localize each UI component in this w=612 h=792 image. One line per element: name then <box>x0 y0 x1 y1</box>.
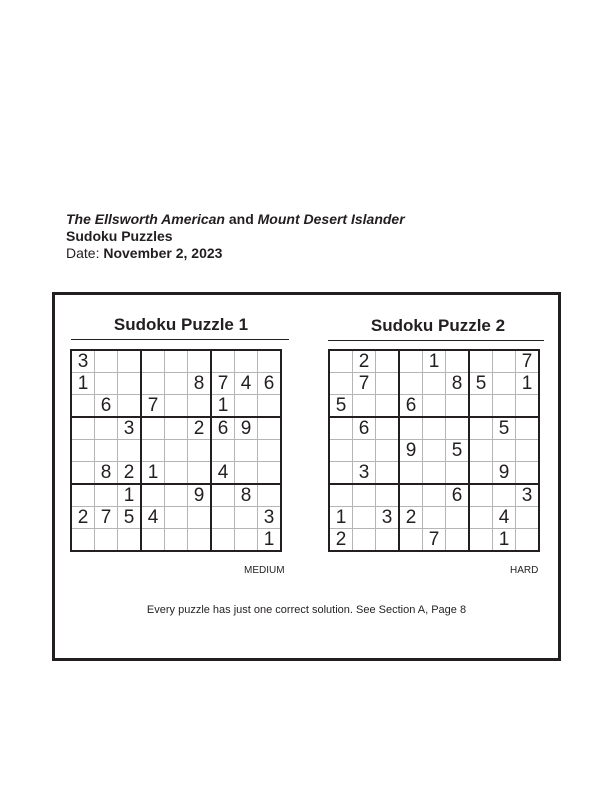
grid-row <box>71 350 281 373</box>
grid-cell <box>258 462 282 485</box>
grid-cell <box>211 484 235 507</box>
grid-cell <box>399 484 423 507</box>
grid-cell <box>423 484 446 507</box>
grid-cell <box>95 529 118 552</box>
grid-cell <box>258 350 282 373</box>
grid-row <box>329 507 539 529</box>
grid-cell <box>376 440 400 462</box>
grid-cell <box>469 350 493 373</box>
sudoku-grid-2 <box>328 349 540 552</box>
grid-cell: 3 <box>118 417 142 440</box>
grid-cell <box>71 395 95 418</box>
grid-cell <box>329 350 353 373</box>
grid-cell: 2 <box>329 529 353 552</box>
publication-line <box>66 211 405 228</box>
grid-cell: 3 <box>516 484 540 507</box>
grid-cell <box>493 350 516 373</box>
grid-cell <box>211 350 235 373</box>
grid-cell: 7 <box>423 529 446 552</box>
grid-cell: 3 <box>258 507 282 529</box>
grid-cell <box>376 373 400 395</box>
grid-cell <box>329 440 353 462</box>
grid-cell <box>469 417 493 440</box>
grid-cell <box>95 417 118 440</box>
grid-cell: 3 <box>71 350 95 373</box>
grid-cell: 1 <box>329 507 353 529</box>
grid-cell <box>258 440 282 462</box>
grid-cell: 8 <box>235 484 258 507</box>
grid-cell: 2 <box>353 350 376 373</box>
grid-cell <box>118 395 142 418</box>
grid-cell <box>469 440 493 462</box>
grid-cell <box>493 395 516 418</box>
grid-cell <box>141 529 165 552</box>
grid-row <box>71 484 281 507</box>
grid-cell <box>399 350 423 373</box>
grid-cell <box>329 484 353 507</box>
grid-cell: 5 <box>493 417 516 440</box>
grid-cell <box>258 417 282 440</box>
publication-header <box>66 211 405 262</box>
grid-row <box>71 462 281 485</box>
grid-row <box>71 395 281 418</box>
grid-cell <box>376 417 400 440</box>
grid-cell: 1 <box>516 373 540 395</box>
publication-conjunction: and <box>228 211 254 227</box>
grid-cell: 2 <box>399 507 423 529</box>
grid-cell <box>165 417 188 440</box>
grid-cell <box>329 462 353 485</box>
grid-cell <box>165 462 188 485</box>
grid-cell <box>165 350 188 373</box>
grid-row <box>329 484 539 507</box>
grid-cell <box>446 395 470 418</box>
grid-row <box>329 395 539 418</box>
date-line <box>66 245 405 262</box>
grid-cell <box>446 462 470 485</box>
date-value: November 2, 2023 <box>103 245 223 261</box>
grid-cell <box>329 373 353 395</box>
grid-cell: 4 <box>493 507 516 529</box>
grid-cell: 1 <box>71 373 95 395</box>
grid-cell: 8 <box>188 373 212 395</box>
grid-row <box>71 507 281 529</box>
grid-row <box>71 440 281 462</box>
grid-row <box>71 373 281 395</box>
grid-cell: 4 <box>141 507 165 529</box>
grid-cell <box>399 417 423 440</box>
grid-cell <box>141 417 165 440</box>
grid-cell <box>71 462 95 485</box>
grid-cell: 7 <box>141 395 165 418</box>
grid-row <box>329 373 539 395</box>
grid-cell <box>446 507 470 529</box>
grid-cell <box>71 417 95 440</box>
grid-cell <box>376 529 400 552</box>
grid-cell <box>446 350 470 373</box>
grid-cell <box>235 440 258 462</box>
grid-cell <box>399 373 423 395</box>
grid-cell <box>141 373 165 395</box>
grid-cell: 9 <box>188 484 212 507</box>
grid-cell <box>118 373 142 395</box>
grid-cell <box>376 395 400 418</box>
grid-cell <box>118 440 142 462</box>
grid-cell <box>353 507 376 529</box>
grid-cell <box>469 395 493 418</box>
grid-cell <box>493 484 516 507</box>
grid-cell: 1 <box>423 350 446 373</box>
grid-cell <box>71 529 95 552</box>
grid-cell: 6 <box>95 395 118 418</box>
grid-cell <box>211 529 235 552</box>
grid-cell <box>235 462 258 485</box>
grid-cell: 8 <box>95 462 118 485</box>
grid-cell: 1 <box>211 395 235 418</box>
grid-cell <box>95 350 118 373</box>
grid-cell <box>188 462 212 485</box>
grid-cell <box>118 529 142 552</box>
puzzle-frame <box>52 292 561 661</box>
grid-cell <box>258 484 282 507</box>
grid-cell: 7 <box>95 507 118 529</box>
grid-cell <box>469 529 493 552</box>
grid-cell: 1 <box>493 529 516 552</box>
grid-cell <box>95 373 118 395</box>
grid-cell: 2 <box>71 507 95 529</box>
grid-cell <box>376 462 400 485</box>
grid-cell <box>188 529 212 552</box>
grid-row <box>329 350 539 373</box>
grid-cell: 5 <box>469 373 493 395</box>
grid-cell <box>235 350 258 373</box>
puzzle-1-title-rule <box>71 339 289 340</box>
grid-row <box>329 417 539 440</box>
grid-cell <box>165 440 188 462</box>
grid-cell <box>516 395 540 418</box>
grid-cell <box>235 395 258 418</box>
grid-cell <box>353 395 376 418</box>
grid-cell <box>165 373 188 395</box>
grid-cell: 1 <box>258 529 282 552</box>
grid-cell: 5 <box>446 440 470 462</box>
grid-cell: 5 <box>329 395 353 418</box>
grid-cell: 3 <box>376 507 400 529</box>
grid-cell <box>399 462 423 485</box>
puzzle-1-title: Sudoku Puzzle 1 <box>113 315 249 334</box>
publication-name-2: Mount Desert Islander <box>257 211 405 227</box>
grid-cell <box>353 484 376 507</box>
date-label: Date: <box>66 245 100 261</box>
grid-cell <box>71 440 95 462</box>
grid-cell <box>329 417 353 440</box>
grid-cell: 7 <box>211 373 235 395</box>
grid-row <box>71 529 281 552</box>
grid-cell: 6 <box>353 417 376 440</box>
grid-cell: 6 <box>211 417 235 440</box>
grid-cell: 1 <box>118 484 142 507</box>
grid-cell <box>516 417 540 440</box>
grid-cell <box>423 440 446 462</box>
grid-cell <box>516 462 540 485</box>
grid-cell <box>469 462 493 485</box>
document-subtitle: Sudoku Puzzles <box>66 228 173 244</box>
grid-cell <box>71 484 95 507</box>
grid-cell <box>376 484 400 507</box>
grid-cell <box>516 440 540 462</box>
grid-cell <box>165 507 188 529</box>
grid-cell: 7 <box>516 350 540 373</box>
grid-cell <box>141 350 165 373</box>
grid-cell: 6 <box>399 395 423 418</box>
puzzle-2-title: Sudoku Puzzle 2 <box>370 316 506 335</box>
grid-cell <box>235 507 258 529</box>
solution-footnote: Every puzzle has just one correct solution. See Section A, Page 8 <box>146 604 467 616</box>
grid-cell <box>235 529 258 552</box>
grid-cell <box>188 440 212 462</box>
grid-cell <box>353 529 376 552</box>
grid-cell <box>469 507 493 529</box>
grid-cell <box>95 440 118 462</box>
grid-cell <box>188 395 212 418</box>
grid-cell: 6 <box>446 484 470 507</box>
sudoku-grid-1 <box>70 349 282 552</box>
grid-cell <box>188 350 212 373</box>
grid-row <box>329 529 539 552</box>
grid-cell <box>165 395 188 418</box>
grid-cell <box>516 529 540 552</box>
grid-cell: 3 <box>353 462 376 485</box>
grid-cell <box>165 484 188 507</box>
grid-cell <box>516 507 540 529</box>
grid-row <box>329 440 539 462</box>
grid-cell <box>165 529 188 552</box>
grid-cell <box>188 507 212 529</box>
grid-cell: 5 <box>118 507 142 529</box>
puzzle-1-difficulty: MEDIUM <box>244 565 285 576</box>
grid-cell <box>423 462 446 485</box>
grid-cell: 9 <box>235 417 258 440</box>
grid-cell <box>353 440 376 462</box>
grid-cell: 2 <box>188 417 212 440</box>
grid-row <box>329 462 539 485</box>
puzzle-2-difficulty: HARD <box>510 565 539 576</box>
grid-cell <box>399 529 423 552</box>
grid-cell <box>423 507 446 529</box>
grid-cell <box>141 484 165 507</box>
grid-cell <box>493 373 516 395</box>
grid-cell <box>446 417 470 440</box>
grid-cell <box>446 529 470 552</box>
grid-cell: 6 <box>258 373 282 395</box>
grid-cell: 4 <box>211 462 235 485</box>
grid-cell <box>423 373 446 395</box>
grid-cell: 8 <box>446 373 470 395</box>
grid-cell <box>423 417 446 440</box>
grid-cell <box>211 440 235 462</box>
grid-cell <box>141 440 165 462</box>
grid-cell <box>258 395 282 418</box>
grid-cell <box>423 395 446 418</box>
grid-cell <box>118 350 142 373</box>
puzzle-2-title-rule <box>328 340 544 341</box>
grid-cell: 9 <box>493 462 516 485</box>
grid-cell <box>493 440 516 462</box>
grid-cell <box>95 484 118 507</box>
grid-cell: 9 <box>399 440 423 462</box>
grid-row <box>71 417 281 440</box>
grid-cell <box>469 484 493 507</box>
grid-cell: 1 <box>141 462 165 485</box>
grid-cell: 7 <box>353 373 376 395</box>
publication-name-1: The Ellsworth American <box>66 211 225 227</box>
grid-cell: 4 <box>235 373 258 395</box>
grid-cell <box>211 507 235 529</box>
grid-cell: 2 <box>118 462 142 485</box>
grid-cell <box>376 350 400 373</box>
